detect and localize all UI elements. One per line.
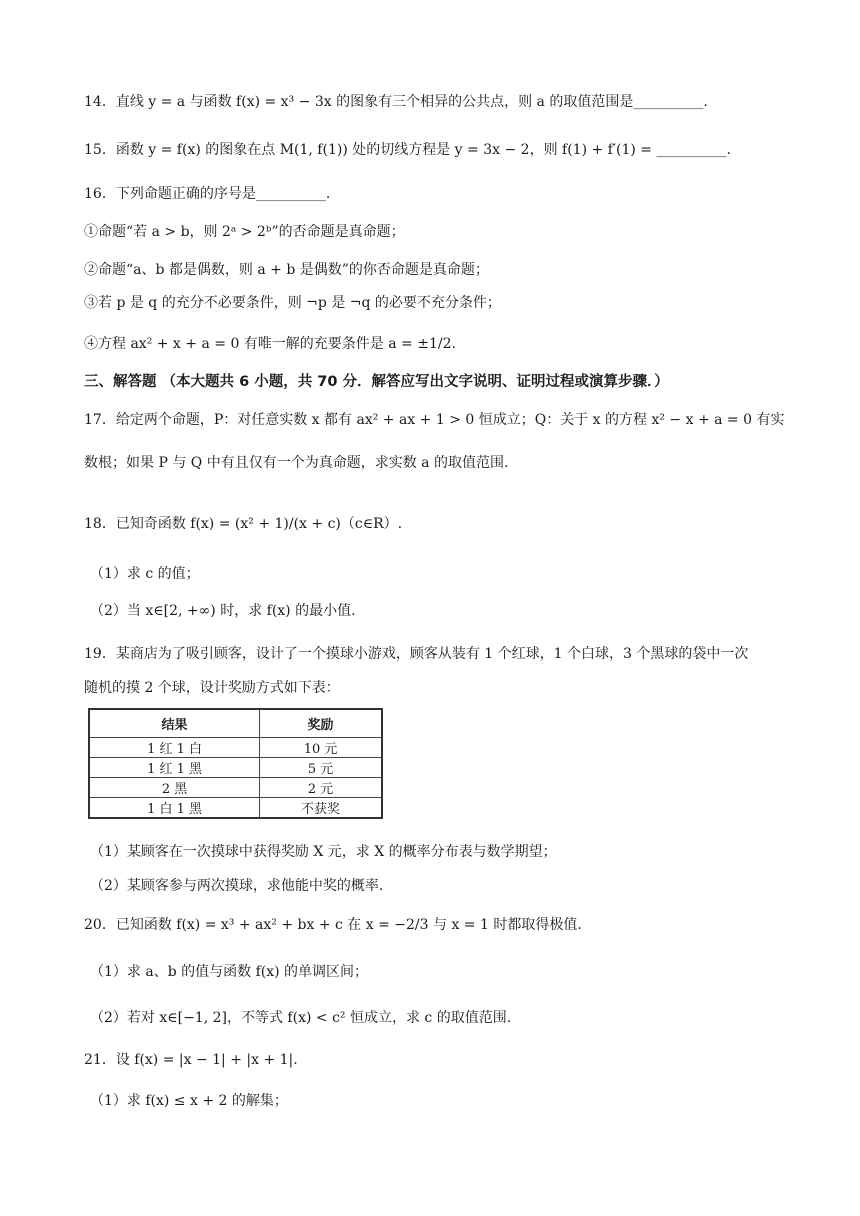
table-cell: 1 白 1 黑 (89, 798, 260, 819)
question-18: 18．已知奇函数 f(x) = (x² + 1)/(x + c)（c∈R）. (84, 516, 403, 532)
question-20: 20．已知函数 f(x) = x³ + ax² + bx + c 在 x = −2/3 与 x = 1 时都取得极值. (84, 917, 582, 933)
table-cell: 5 元 (260, 758, 382, 778)
question-17-line-2: 数根；如果 P 与 Q 中有且仅有一个为真命题，求实数 a 的取值范围. (84, 455, 509, 471)
table-header-result: 结果 (89, 709, 260, 738)
question-21-part-1: （1）求 f(x) ≤ x + 2 的解集； (90, 1093, 288, 1109)
question-17-line-1: 17．给定两个命题，P：对任意实数 x 都有 ax² + ax + 1 > 0 恒成立；Q：关于 x 的方程 x² − x + a = 0 有实 (84, 412, 785, 428)
question-20-part-1: （1）求 a、b 的值与函数 f(x) 的单调区间； (90, 964, 369, 980)
table-cell: 2 黑 (89, 778, 260, 798)
table-cell: 10 元 (260, 738, 382, 758)
question-18-part-1: （1）求 c 的值； (90, 566, 200, 582)
question-19-line-2: 随机的摸 2 个球，设计奖励方式如下表： (84, 680, 340, 696)
question-19-part-1: （1）某顾客在一次摸球中获得奖励 X 元，求 X 的概率分布表与数学期望； (90, 844, 557, 860)
question-16-item-3: ③若 p 是 q 的充分不必要条件，则 ¬p 是 ¬q 的必要不充分条件； (84, 295, 501, 311)
prize-table (88, 708, 383, 819)
question-16-item-4: ④方程 ax² + x + a = 0 有唯一解的充要条件是 a = ±1/2. (84, 336, 456, 352)
section-3-heading: 三、解答题 （本大题共 6 小题，共 70 分．解答应写出文字说明、证明过程或演算步骤．） (84, 374, 669, 390)
table-row (89, 798, 382, 819)
question-16-item-1: ①命题“若 a > b，则 2ᵃ > 2ᵇ”的否命题是真命题； (84, 224, 405, 240)
question-20-part-2: （2）若对 x∈[−1, 2]，不等式 f(x) < c² 恒成立，求 c 的取值范围. (90, 1010, 512, 1026)
question-19-part-2: （2）某顾客参与两次摸球，求他能中奖的概率. (90, 878, 384, 894)
question-14: 14．直线 y = a 与函数 f(x) = x³ − 3x 的图象有三个相异的公共点，则 a 的取值范围是__________. (84, 94, 708, 110)
table-cell: 1 红 1 白 (89, 738, 260, 758)
table-header-reward: 奖励 (260, 709, 382, 738)
table-row (89, 738, 382, 758)
question-19-line-1: 19．某商店为了吸引顾客，设计了一个摸球小游戏，顾客从装有 1 个红球，1 个白球，3 个黑球的袋中一次 (84, 646, 749, 662)
question-15: 15．函数 y = f(x) 的图象在点 M(1, f(1)) 处的切线方程是 y = 3x − 2，则 f(1) + f′(1) = __________. (84, 142, 731, 158)
table-header-row (89, 709, 382, 738)
table-row (89, 758, 382, 778)
table-cell: 不获奖 (260, 798, 382, 819)
question-16-item-2: ②命题“a、b 都是偶数，则 a + b 是偶数”的你否命题是真命题； (84, 262, 489, 278)
question-16: 16．下列命题正确的序号是__________. (84, 186, 331, 202)
table-cell: 1 红 1 黑 (89, 758, 260, 778)
question-21: 21．设 f(x) = |x − 1| + |x + 1|. (84, 1052, 298, 1068)
question-18-part-2: （2）当 x∈[2, +∞) 时，求 f(x) 的最小值. (90, 603, 356, 619)
table-row (89, 778, 382, 798)
table-cell: 2 元 (260, 778, 382, 798)
